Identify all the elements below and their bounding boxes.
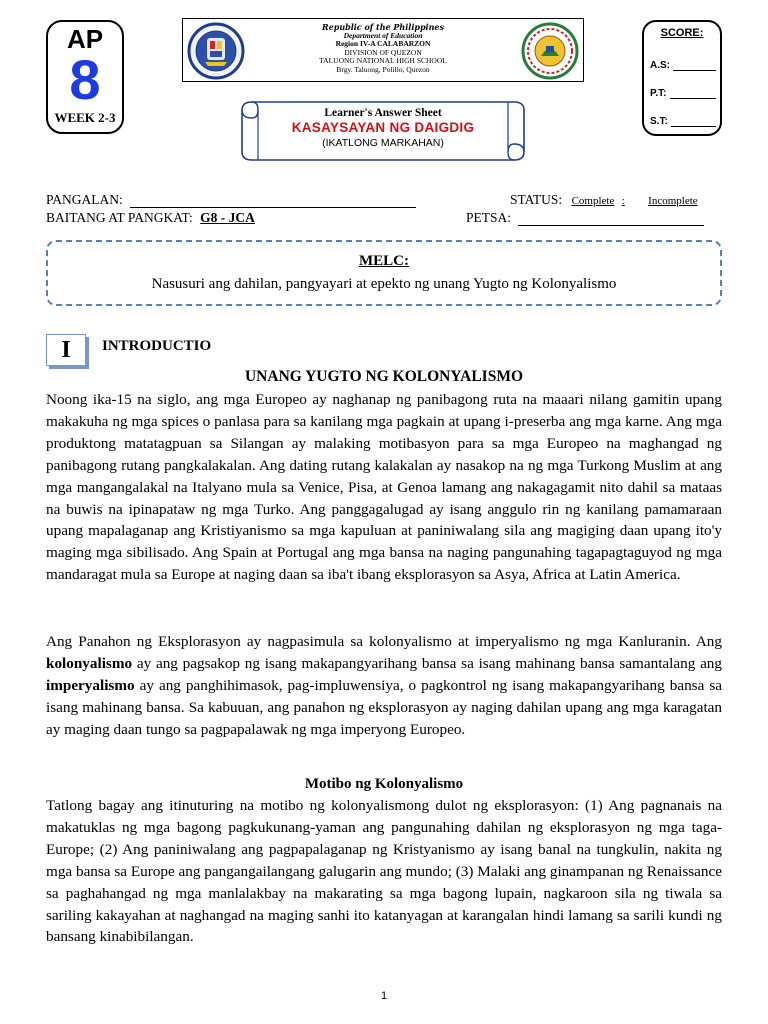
paragraph-3: Tatlong bagay ang itinuturing na motibo ng kolonyalismong dulot ng eksplorasyon: (1) Ang pagnanais na makatuklas ng mga bagong pagkukunang-yaman ang pangunahing dahilan ng eksplorasyon ng mga taga-Europe; (2) Ang paniniwalang ang pagpapalaganap ng Kristyanismo ay isang banal na tungkulin, nakita ng mga bansa sa Europe ang pangangailangang galugarin ang mundo; (3) Malaki ang ginampanan ng Renaissance sa paghahangad ng mga manlalakbay na makarating sa mga bagong lupain, nagkaroon sila ng tiwala sa sariling kakayahan at naghangad na maging sanhi ito katanyagan at karangalan hindi lamang sa sarili kundi ng bansang kinabibilangan. [46,797,722,946]
melc-title: MELC: [359,253,409,269]
name-label: PANGALAN: [46,192,123,207]
motibo-heading: Motibo ng Kolonyalismo [304,776,464,792]
quarter-label: (IKATLONG MARKAHAN) [322,137,444,149]
school-header [182,18,584,82]
deped-seal-icon [187,22,245,80]
school-line-republic: Republic of the Philippines [321,22,444,32]
score-field-st[interactable] [671,117,716,127]
section-label: BAITANG AT PANGKAT: [46,210,193,225]
grade-number: 8 [69,48,101,111]
paragraph-2 [46,631,722,741]
intro-label: INTRODUCTIO [102,338,212,354]
page-number: 1 [380,990,388,1002]
paragraph-1: Noong ika-15 na siglo, ang mga Europeo ay naghanap ng panibagong ruta na maaari nilang gamitin upang makakuha ng mga spices o panlasa para sa kanilang mga pagkain at upang i-preserba ang mga karne. Ang mga produktong matatagpuan sa Silangan ay malaking motibasyon para sa mga Europeo na maghangad ng panibagong rutang pangkalakalan. Ang dating rutang kalakalan ay nasakop na ng mga Turkong Muslim at ang mga mangangalakal na Italyano mula sa Venice, Pisa, at Genoa lamang ang nakagagamit nito dahil sa mataas na buwis na ipinapataw ng mga Turko. Ang panggagalugad ay isang anggulo rin ng kanilang pamamaraan upang mapalaganap ang Kristiyanismo sa mga kapuluan at paniniwalang sila ang magiging daan upang ito'y maging mga sibilisado. Ang Spain at Portugal ang mga bansa na naging pangunahing tagapagtaguyod ng mga mandaragat mula sa Europe at naging daan sa iba't ibang eksplorasyon sa Asya, Africa at Latin America. [46,391,722,584]
subject-title: KASAYSAYAN NG DAIGDIG [291,120,475,135]
school-text [253,23,513,75]
school-line-school: TALUONG NATIONAL HIGH SCHOOL [319,56,447,66]
score-row-st [650,116,716,127]
score-label-as: A.S: [650,60,670,71]
score-field-pt[interactable] [670,89,717,99]
p2-text-a: Ang Panahon ng Eksplorasyon ay nagpasimula sa kolonyalismo at imperyalismo ng mga Kanluranin. Ang [46,633,722,650]
sheet-title: Learner's Answer Sheet [324,107,442,119]
date-field[interactable] [518,225,704,226]
section-value: G8 - JCA [200,210,255,225]
melc-text: Nasusuri ang dahilan, pangyayari at epekto ng unang Yugto ng Kolonyalismo [151,276,617,292]
status-incomplete[interactable]: Incomplete [648,195,698,207]
grade-week: WEEK 2-3 [54,110,116,125]
status-complete[interactable]: Complete [571,195,615,207]
status-label: STATUS: [510,192,563,207]
intro-heading: UNANG YUGTO NG KOLONYALISMO [244,368,524,385]
date-row [466,210,704,226]
school-line-department: Department of Education [343,30,423,40]
date-label: PETSA: [466,210,512,225]
p2-text-e: ay ang panghihimasok, pag-impluwensiya, o pagkontrol ng isang makapangyarihang bansa sa isang mahinang bansa. Sa kabuuan, ang panahon ng eksplorasyon ay naging dahilan upang ang mga karagatan ay maging daan tungo sa pagpapalawak ng mga imperyong Europeo. [46,676,722,738]
score-row-pt [650,88,716,99]
status-row [510,192,698,209]
grade-box [46,20,124,134]
melc-box [46,240,722,306]
school-seal-icon [521,22,579,80]
school-line-address: Brgy. Taluong, Polillo, Quezon [336,64,430,74]
school-line-division: DIVISION OF QUEZON [344,47,422,57]
name-field[interactable] [130,207,416,208]
name-row [46,192,416,208]
score-title: SCORE: [660,27,704,39]
score-box [642,20,722,136]
p2-term-kolonyalismo: kolonyalismo [46,654,133,672]
p2-term-imperyalismo: imperyalismo [46,676,135,694]
score-label-st: S.T: [650,116,668,127]
section-row [46,210,255,226]
score-row-as [650,60,716,71]
score-label-pt: P.T: [650,88,667,99]
section-numeral: I [46,334,86,366]
banner-text [238,106,528,150]
status-separator: : [621,195,625,207]
grade-subject: AP [66,24,104,54]
p2-text-c: ay ang pagsakop ng isang makapangyarihang bansa sa isang mahinang bansa samantalang ang [132,654,722,672]
school-line-region: Region IV-A CALABARZON [335,39,431,49]
score-field-as[interactable] [673,61,716,71]
